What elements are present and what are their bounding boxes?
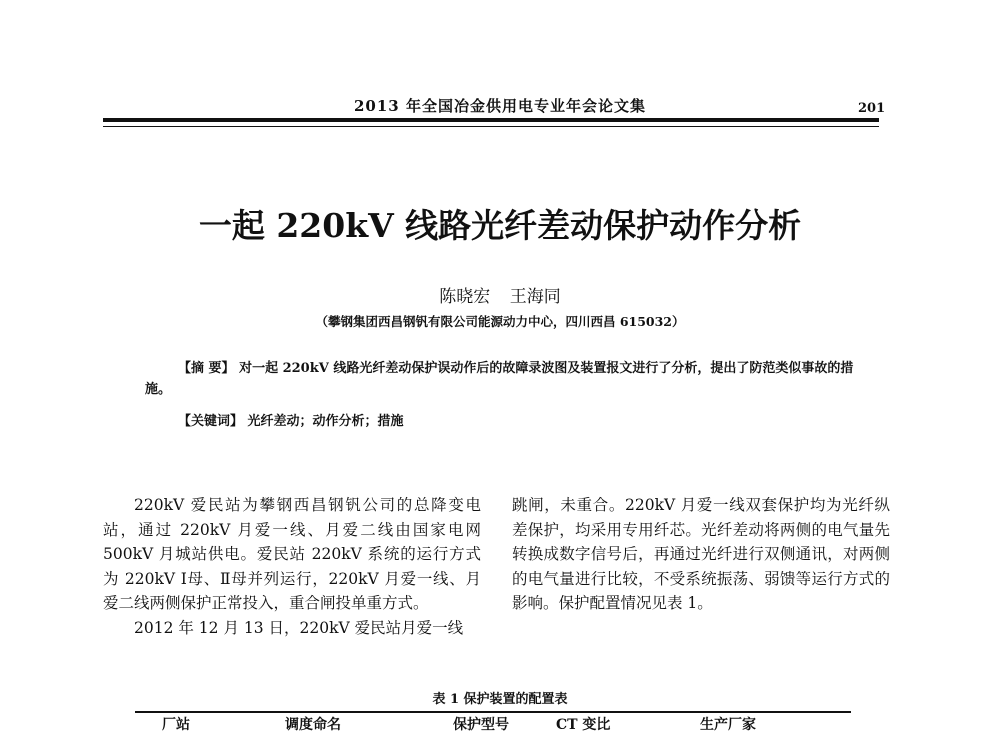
table-header-cell: 厂站 [162,717,190,733]
page-number: 201 [858,101,886,116]
abstract [145,358,860,400]
table-top-rule [135,711,851,713]
abstract-text: 对一起 220kV 线路光纤差动保护误动作后的故障录波图及装置报文进行了分析，提出了防范类似事故的措施。 [145,361,854,397]
keywords-label: 【关键词】 [178,414,244,429]
keywords-text: 光纤差动；动作分析；措施 [247,414,404,429]
header-rule-thick [103,118,879,122]
article-title: 一起 220kV 线路光纤差动保护动作分析 [198,206,802,245]
table-header-cell: 调度命名 [285,717,341,733]
body-paragraph: 2012 年 12 月 13 日，220kV 爱民站月爱一线 [134,618,464,637]
body-right-column [512,493,890,616]
table-header-cell: 保护型号 [453,717,509,733]
abstract-label: 【摘 要】 [178,361,235,376]
body-left-column [103,493,481,640]
table-caption: 表 1 保护装置的配置表 [432,692,568,707]
body-paragraph: 220kV 爱民站为攀钢西昌钢钒公司的总降变电站，通过 220kV 月爱一线、月爱二线由国家电网 500kV 月城站供电。爱民站 220kV 系统的运行方式为 220kV Ⅰ母、Ⅱ母并列运行，220kV 月爱一线、月爱二线两侧保护正常投入，重合闸投单重方式。 [103,496,481,612]
journal-header: 2013 年全国冶金供用电专业年会论文集 [354,97,646,115]
keywords [178,410,404,429]
header-rule-thin [103,126,879,127]
body-paragraph: 跳闸，未重合。220kV 月爱一线双套保护均为光纤纵差保护，均采用专用纤芯。光纤差动将两侧的电气量先转换成数字信号后，再通过光纤进行双侧通讯，对两侧的电气量进行比较，不受系统振荡、弱馈等运行方式的影响。保护配置情况见表 1。 [512,496,890,612]
article-authors: 陈晓宏 王海同 [439,287,561,307]
table-header-cell: CT 变比 [556,717,611,733]
table-header-cell: 生产厂家 [700,717,756,733]
article-affiliation: （攀钢集团西昌钢钒有限公司能源动力中心，四川西昌 615032） [315,314,685,329]
